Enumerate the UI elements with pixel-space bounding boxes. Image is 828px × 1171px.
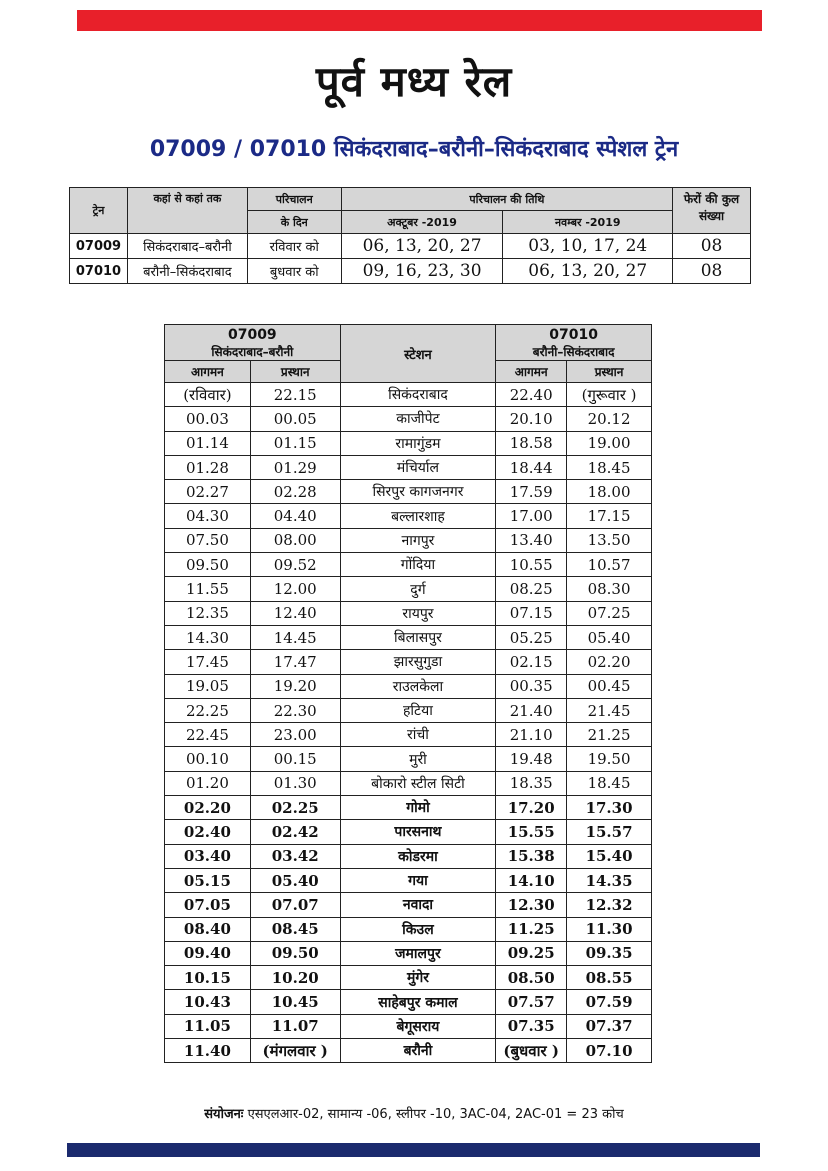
timetable-row xyxy=(165,1014,652,1038)
right-arrival-cell: 02.15 xyxy=(496,650,567,674)
left-departure-cell: 09.50 xyxy=(250,941,340,965)
left-departure-cell: 08.45 xyxy=(250,917,340,941)
timetable-row xyxy=(165,455,652,479)
station-header: स्टेशन xyxy=(340,325,496,383)
right-arrival-cell: 21.10 xyxy=(496,723,567,747)
right-arrival-cell: 11.25 xyxy=(496,917,567,941)
timetable-row xyxy=(165,941,652,965)
station-cell: रामागुंडम xyxy=(340,431,496,455)
left-arrival-cell: 11.05 xyxy=(165,1014,251,1038)
timetable-row xyxy=(165,820,652,844)
right-departure-cell: 10.57 xyxy=(567,553,652,577)
left-arrival-cell: 00.03 xyxy=(165,407,251,431)
station-cell: जमालपुर xyxy=(340,941,496,965)
station-cell: गया xyxy=(340,868,496,892)
left-departure-cell: 05.40 xyxy=(250,868,340,892)
station-cell: काजीपेट xyxy=(340,407,496,431)
left-departure-cell: 08.00 xyxy=(250,528,340,552)
left-arrival-cell: 10.15 xyxy=(165,966,251,990)
composition-label: संयोजनः xyxy=(204,1107,244,1122)
page-subtitle: 07009 / 07010 सिकंदराबाद–बरौनी–सिकंदराबाद स्पेशल ट्रेन xyxy=(149,137,679,162)
timetable-row xyxy=(165,1039,652,1063)
left-departure-cell: 14.45 xyxy=(250,625,340,649)
right-arrival-cell: 17.20 xyxy=(496,796,567,820)
station-cell: बोकारो स्टील सिटी xyxy=(340,771,496,795)
timetable-row xyxy=(165,723,652,747)
left-arrival-cell: 11.55 xyxy=(165,577,251,601)
right-departure-cell: 13.50 xyxy=(567,528,652,552)
right-departure-cell: 12.32 xyxy=(567,893,652,917)
right-departure-cell: 11.30 xyxy=(567,917,652,941)
right-departure-cell: 15.57 xyxy=(567,820,652,844)
summary-row xyxy=(70,259,751,284)
left-arrival-cell: 03.40 xyxy=(165,844,251,868)
left-departure-cell: 12.40 xyxy=(250,601,340,625)
left-arrival-cell: 01.28 xyxy=(165,455,251,479)
right-departure-cell: 07.37 xyxy=(567,1014,652,1038)
right-departure-cell: 05.40 xyxy=(567,625,652,649)
timetable-row xyxy=(165,553,652,577)
left-departure-cell: 00.05 xyxy=(250,407,340,431)
summary-train-cell: 07009 xyxy=(70,234,128,259)
right-arrival-cell: 15.38 xyxy=(496,844,567,868)
timetable-row xyxy=(165,771,652,795)
timetable-row xyxy=(165,528,652,552)
station-cell: बेगूसराय xyxy=(340,1014,496,1038)
timetable-row xyxy=(165,601,652,625)
right-arrival-cell: 08.25 xyxy=(496,577,567,601)
right-arrival-cell: 19.48 xyxy=(496,747,567,771)
bottom-blue-bar xyxy=(67,1143,760,1157)
right-departure-cell: 07.59 xyxy=(567,990,652,1014)
timetable-row xyxy=(165,698,652,722)
left-arrival-cell: 19.05 xyxy=(165,674,251,698)
left-arrival-cell: 01.14 xyxy=(165,431,251,455)
right-departure-cell: 09.35 xyxy=(567,941,652,965)
right-departure-cell: 20.12 xyxy=(567,407,652,431)
summary-october-dates: 06, 13, 20, 27 xyxy=(341,234,503,259)
left-arrival-cell: 12.35 xyxy=(165,601,251,625)
station-cell: बिलासपुर xyxy=(340,625,496,649)
right-train-route: बरौनी–सिकंदराबाद xyxy=(532,345,615,359)
station-cell: सिरपुर कागजनगर xyxy=(340,480,496,504)
left-departure-cell: 11.07 xyxy=(250,1014,340,1038)
left-departure-cell: 01.15 xyxy=(250,431,340,455)
station-cell: झारसुगुडा xyxy=(340,650,496,674)
station-cell: किउल xyxy=(340,917,496,941)
timetable-row xyxy=(165,431,652,455)
station-cell: कोडरमा xyxy=(340,844,496,868)
left-departure-header: प्रस्थान xyxy=(250,361,340,383)
right-arrival-cell: 10.55 xyxy=(496,553,567,577)
left-arrival-cell: 07.50 xyxy=(165,528,251,552)
right-arrival-cell: 17.00 xyxy=(496,504,567,528)
timetable-row xyxy=(165,893,652,917)
left-departure-cell: 10.20 xyxy=(250,966,340,990)
station-cell: मंचिर्याल xyxy=(340,455,496,479)
right-arrival-cell: 20.10 xyxy=(496,407,567,431)
right-departure-cell: 18.45 xyxy=(567,455,652,479)
left-departure-cell: 12.00 xyxy=(250,577,340,601)
left-departure-cell: 07.07 xyxy=(250,893,340,917)
summary-day-cell: बुधवार को xyxy=(247,259,341,284)
left-arrival-cell: 07.05 xyxy=(165,893,251,917)
left-arrival-cell: 22.45 xyxy=(165,723,251,747)
right-arrival-cell: 07.57 xyxy=(496,990,567,1014)
timetable-row xyxy=(165,625,652,649)
left-departure-cell: 17.47 xyxy=(250,650,340,674)
right-departure-cell: 18.45 xyxy=(567,771,652,795)
station-cell: राउलकेला xyxy=(340,674,496,698)
right-departure-cell: 08.30 xyxy=(567,577,652,601)
left-arrival-header: आगमन xyxy=(165,361,251,383)
right-departure-cell: 00.45 xyxy=(567,674,652,698)
right-arrival-cell: 21.40 xyxy=(496,698,567,722)
summary-november-dates: 03, 10, 17, 24 xyxy=(503,234,673,259)
timetable-row xyxy=(165,383,652,407)
right-arrival-header: आगमन xyxy=(496,361,567,383)
right-arrival-cell: 17.59 xyxy=(496,480,567,504)
left-departure-cell: 00.15 xyxy=(250,747,340,771)
left-arrival-cell: 11.40 xyxy=(165,1039,251,1063)
composition-note xyxy=(0,1104,828,1122)
composition-text: एसएलआर-02, सामान्य -06, स्लीपर -10, 3AC-04, 2AC-01 = 23 कोच xyxy=(247,1107,624,1122)
station-cell: रायपुर xyxy=(340,601,496,625)
right-arrival-cell: 09.25 xyxy=(496,941,567,965)
left-arrival-cell: 00.10 xyxy=(165,747,251,771)
timetable-row xyxy=(165,577,652,601)
right-arrival-cell: 15.55 xyxy=(496,820,567,844)
timetable-row xyxy=(165,917,652,941)
left-departure-cell: 19.20 xyxy=(250,674,340,698)
right-arrival-cell: 05.25 xyxy=(496,625,567,649)
left-arrival-cell: 17.45 xyxy=(165,650,251,674)
right-departure-cell: 08.55 xyxy=(567,966,652,990)
station-cell: बल्लारशाह xyxy=(340,504,496,528)
left-departure-cell: (मंगलवार ) xyxy=(250,1039,340,1063)
timetable-row xyxy=(165,674,652,698)
right-departure-cell: 19.00 xyxy=(567,431,652,455)
summary-day-cell: रविवार को xyxy=(247,234,341,259)
station-cell: हटिया xyxy=(340,698,496,722)
left-arrival-cell: 02.27 xyxy=(165,480,251,504)
station-cell: नवादा xyxy=(340,893,496,917)
left-train-header xyxy=(165,325,341,361)
right-arrival-cell: 18.44 xyxy=(496,455,567,479)
station-cell: गोंदिया xyxy=(340,553,496,577)
timetable xyxy=(164,324,652,1063)
right-train-header xyxy=(496,325,652,361)
station-cell: रांची xyxy=(340,723,496,747)
right-departure-header: प्रस्थान xyxy=(567,361,652,383)
left-arrival-cell: 09.50 xyxy=(165,553,251,577)
right-departure-cell: 17.30 xyxy=(567,796,652,820)
left-departure-cell: 22.30 xyxy=(250,698,340,722)
page-title: पूर्व मध्य रेल xyxy=(315,57,513,106)
summary-october-dates: 09, 16, 23, 30 xyxy=(341,259,503,284)
timetable-row xyxy=(165,407,652,431)
right-arrival-cell: 18.35 xyxy=(496,771,567,795)
right-arrival-cell: 00.35 xyxy=(496,674,567,698)
header-october: अक्टूबर -2019 xyxy=(341,211,503,234)
right-train-number: 07010 xyxy=(549,327,598,343)
summary-train-cell: 07010 xyxy=(70,259,128,284)
right-departure-cell: 19.50 xyxy=(567,747,652,771)
left-arrival-cell: 02.20 xyxy=(165,796,251,820)
right-arrival-cell: 18.58 xyxy=(496,431,567,455)
header-route: कहां से कहां तक xyxy=(127,188,247,234)
right-departure-cell: 21.25 xyxy=(567,723,652,747)
right-departure-cell: 07.10 xyxy=(567,1039,652,1063)
right-arrival-cell: 22.40 xyxy=(496,383,567,407)
left-arrival-cell: 04.30 xyxy=(165,504,251,528)
station-cell: साहेबपुर कमाल xyxy=(340,990,496,1014)
left-arrival-cell: 05.15 xyxy=(165,868,251,892)
top-red-bar xyxy=(77,10,762,31)
right-departure-cell: 21.45 xyxy=(567,698,652,722)
header-november: नवम्बर -2019 xyxy=(503,211,673,234)
header-dates: परिचालन की तिथि xyxy=(341,188,672,211)
station-cell: गोमो xyxy=(340,796,496,820)
header-trips: फेरों की कुल संख्या xyxy=(673,188,751,234)
timetable-row xyxy=(165,504,652,528)
right-departure-cell: 17.15 xyxy=(567,504,652,528)
summary-trips-cell: 08 xyxy=(673,259,751,284)
summary-row xyxy=(70,234,751,259)
summary-route-cell: सिकंदराबाद–बरौनी xyxy=(127,234,247,259)
left-arrival-cell: 10.43 xyxy=(165,990,251,1014)
right-departure-cell: (गुरूवार ) xyxy=(567,383,652,407)
left-departure-cell: 22.15 xyxy=(250,383,340,407)
left-arrival-cell: 02.40 xyxy=(165,820,251,844)
left-departure-cell: 02.28 xyxy=(250,480,340,504)
timetable-row xyxy=(165,650,652,674)
left-train-route: सिकंदराबाद–बरौनी xyxy=(211,345,294,359)
left-arrival-cell: 08.40 xyxy=(165,917,251,941)
right-arrival-cell: 07.15 xyxy=(496,601,567,625)
timetable-row xyxy=(165,844,652,868)
station-cell: बरौनी xyxy=(340,1039,496,1063)
timetable-row xyxy=(165,868,652,892)
left-departure-cell: 23.00 xyxy=(250,723,340,747)
timetable-row xyxy=(165,747,652,771)
right-departure-cell: 18.00 xyxy=(567,480,652,504)
left-arrival-cell: 22.25 xyxy=(165,698,251,722)
left-departure-cell: 10.45 xyxy=(250,990,340,1014)
right-arrival-cell: 14.10 xyxy=(496,868,567,892)
summary-route-cell: बरौनी–सिकंदराबाद xyxy=(127,259,247,284)
right-arrival-cell: 12.30 xyxy=(496,893,567,917)
left-arrival-cell: (रविवार) xyxy=(165,383,251,407)
left-train-number: 07009 xyxy=(227,327,277,343)
left-departure-cell: 03.42 xyxy=(250,844,340,868)
right-arrival-cell: 08.50 xyxy=(496,966,567,990)
timetable-row xyxy=(165,796,652,820)
left-departure-cell: 01.29 xyxy=(250,455,340,479)
header-days-top: परिचालन xyxy=(247,188,341,211)
left-departure-cell: 01.30 xyxy=(250,771,340,795)
station-cell: सिकंदराबाद xyxy=(340,383,496,407)
right-arrival-cell: 07.35 xyxy=(496,1014,567,1038)
station-cell: मुंगेर xyxy=(340,966,496,990)
station-cell: मुरी xyxy=(340,747,496,771)
left-arrival-cell: 14.30 xyxy=(165,625,251,649)
right-departure-cell: 02.20 xyxy=(567,650,652,674)
left-arrival-cell: 09.40 xyxy=(165,941,251,965)
left-departure-cell: 04.40 xyxy=(250,504,340,528)
station-cell: पारसनाथ xyxy=(340,820,496,844)
left-departure-cell: 09.52 xyxy=(250,553,340,577)
left-departure-cell: 02.42 xyxy=(250,820,340,844)
timetable-row xyxy=(165,966,652,990)
header-days-bottom: के दिन xyxy=(247,211,341,234)
right-departure-cell: 07.25 xyxy=(567,601,652,625)
header-train: ट्रेन xyxy=(70,188,128,234)
summary-trips-cell: 08 xyxy=(673,234,751,259)
right-departure-cell: 15.40 xyxy=(567,844,652,868)
right-arrival-cell: (बुधवार ) xyxy=(496,1039,567,1063)
right-arrival-cell: 13.40 xyxy=(496,528,567,552)
right-departure-cell: 14.35 xyxy=(567,868,652,892)
timetable-row xyxy=(165,480,652,504)
summary-november-dates: 06, 13, 20, 27 xyxy=(503,259,673,284)
summary-table xyxy=(69,187,751,284)
station-cell: नागपुर xyxy=(340,528,496,552)
timetable-row xyxy=(165,990,652,1014)
left-arrival-cell: 01.20 xyxy=(165,771,251,795)
station-cell: दुर्ग xyxy=(340,577,496,601)
left-departure-cell: 02.25 xyxy=(250,796,340,820)
